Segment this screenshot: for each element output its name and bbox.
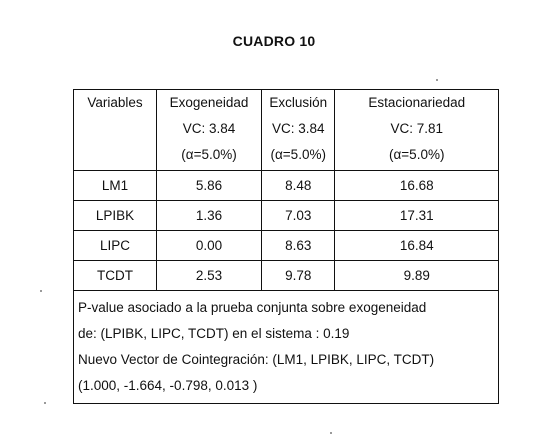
table-title: CUADRO 10: [232, 33, 316, 49]
table-row: [74, 261, 499, 291]
cell-variable: TCDT: [74, 261, 157, 291]
cell-estacionariedad: 9.89: [335, 261, 499, 291]
cointegration-table: [73, 89, 499, 404]
header-exclusion-label: Exclusión: [269, 95, 328, 110]
cell-exclusion: 8.48: [262, 171, 335, 201]
header-variables-label: Variables: [87, 95, 143, 110]
cell-estacionariedad: 16.84: [335, 231, 499, 261]
cell-exclusion: 7.03: [262, 201, 335, 231]
scan-speck: [330, 432, 332, 434]
header-estacionariedad-critical-value: VC: 7.81: [390, 121, 443, 136]
header-exclusion-significance: (α=5.0%): [270, 147, 326, 162]
notes-cell: [74, 291, 499, 404]
cell-exogeneidad: 0.00: [156, 231, 261, 261]
header-exogeneidad-critical-value: VC: 3.84: [182, 121, 236, 136]
header-exclusion-critical-value: VC: 3.84: [271, 121, 325, 136]
note-line: de: (LPIBK, LIPC, TCDT) en el sistema : 0.19: [78, 326, 350, 341]
scan-speck: [40, 290, 42, 292]
cell-estacionariedad: 17.31: [335, 201, 499, 231]
cell-variable: LPIBK: [74, 201, 157, 231]
table-row: [74, 171, 499, 201]
cell-estacionariedad: 16.68: [335, 171, 499, 201]
header-exogeneidad-significance: (α=5.0%): [181, 147, 237, 162]
cell-exogeneidad: 2.53: [156, 261, 261, 291]
cell-exogeneidad: 1.36: [156, 201, 261, 231]
cell-exclusion: 8.63: [262, 231, 335, 261]
notes-row: [74, 291, 499, 404]
note-line: (1.000, -1.664, -0.798, 0.013 ): [78, 378, 258, 393]
table-row: [74, 201, 499, 231]
header-estacionariedad-label: Estacionariedad: [368, 95, 466, 110]
header-estacionariedad-significance: (α=5.0%): [389, 147, 445, 162]
cell-exclusion: 9.78: [262, 261, 335, 291]
header-row: [74, 90, 499, 171]
table-row: [74, 231, 499, 261]
cell-variable: LM1: [74, 171, 157, 201]
cell-variable: LIPC: [74, 231, 157, 261]
note-line: Nuevo Vector de Cointegración: (LM1, LPIBK, LIPC, TCDT): [78, 352, 435, 367]
header-variables: [74, 90, 157, 171]
note-line: P-value asociado a la prueba conjunta sobre exogeneidad: [78, 300, 427, 315]
header-estacionariedad: [335, 90, 499, 171]
cell-exogeneidad: 5.86: [156, 171, 261, 201]
scan-speck: [436, 79, 438, 81]
header-exclusion: [262, 90, 335, 171]
header-exogeneidad: [156, 90, 261, 171]
header-exogeneidad-label: Exogeneidad: [169, 95, 249, 110]
scan-speck: [44, 402, 46, 404]
